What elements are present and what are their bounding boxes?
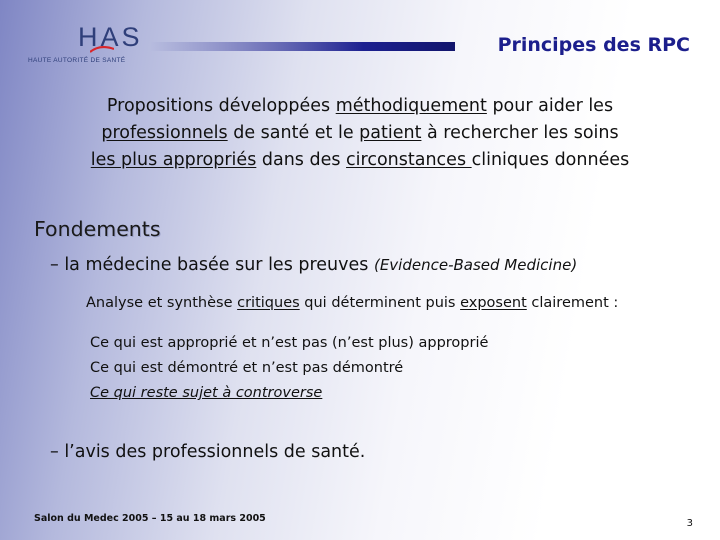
analysis-text: qui déterminent puis (299, 295, 461, 311)
has-logo (28, 22, 143, 66)
title-divider (150, 42, 455, 51)
bullet-professionals: – l’avis des professionnels de santé. (50, 442, 366, 462)
bullet-ebm-note: (Evidence-Based Medicine) (373, 256, 578, 274)
logo-swoosh-icon (90, 46, 114, 54)
analysis-text: clairement : (526, 295, 619, 311)
bullet-text: – la médecine basée sur les preuves (50, 255, 374, 275)
analysis-text: Analyse et synthèse (86, 295, 238, 311)
list-item: Ce qui est démontré et n’est pas démontré (90, 360, 404, 376)
intro-underlined: circonstances (346, 150, 472, 170)
page-number: 3 (686, 518, 693, 529)
criteria-list (90, 331, 488, 406)
analysis-line (86, 295, 618, 311)
logo-subtitle: HAUTE AUTORITÉ DE SANTÉ (28, 57, 126, 64)
intro-text: dans des (256, 150, 347, 170)
analysis-underlined: exposent (460, 295, 527, 311)
logo-text: HAS (78, 22, 143, 52)
intro-paragraph (40, 93, 680, 174)
intro-text: à rechercher les soins (421, 123, 619, 143)
section-heading: Fondements (34, 217, 161, 241)
analysis-underlined: critiques (237, 295, 300, 311)
intro-underlined: professionnels (101, 123, 228, 143)
slide-title: Principes des RPC (497, 34, 690, 56)
bullet-ebm (50, 255, 577, 275)
intro-text: de santé et le (227, 123, 360, 143)
intro-text: cliniques données (471, 150, 630, 170)
list-item: Ce qui est approprié et n’est pas (n’est plus) approprié (90, 335, 489, 351)
intro-underlined: méthodiquement (335, 96, 487, 116)
intro-underlined: patient (359, 123, 422, 143)
intro-underlined: les plus appropriés (90, 150, 257, 170)
intro-text: pour aider les (486, 96, 614, 116)
footer-event: Salon du Medec 2005 – 15 au 18 mars 2005 (34, 513, 266, 524)
list-item: Ce qui reste sujet à controverse (90, 385, 323, 401)
intro-text: Propositions développées (106, 96, 336, 116)
